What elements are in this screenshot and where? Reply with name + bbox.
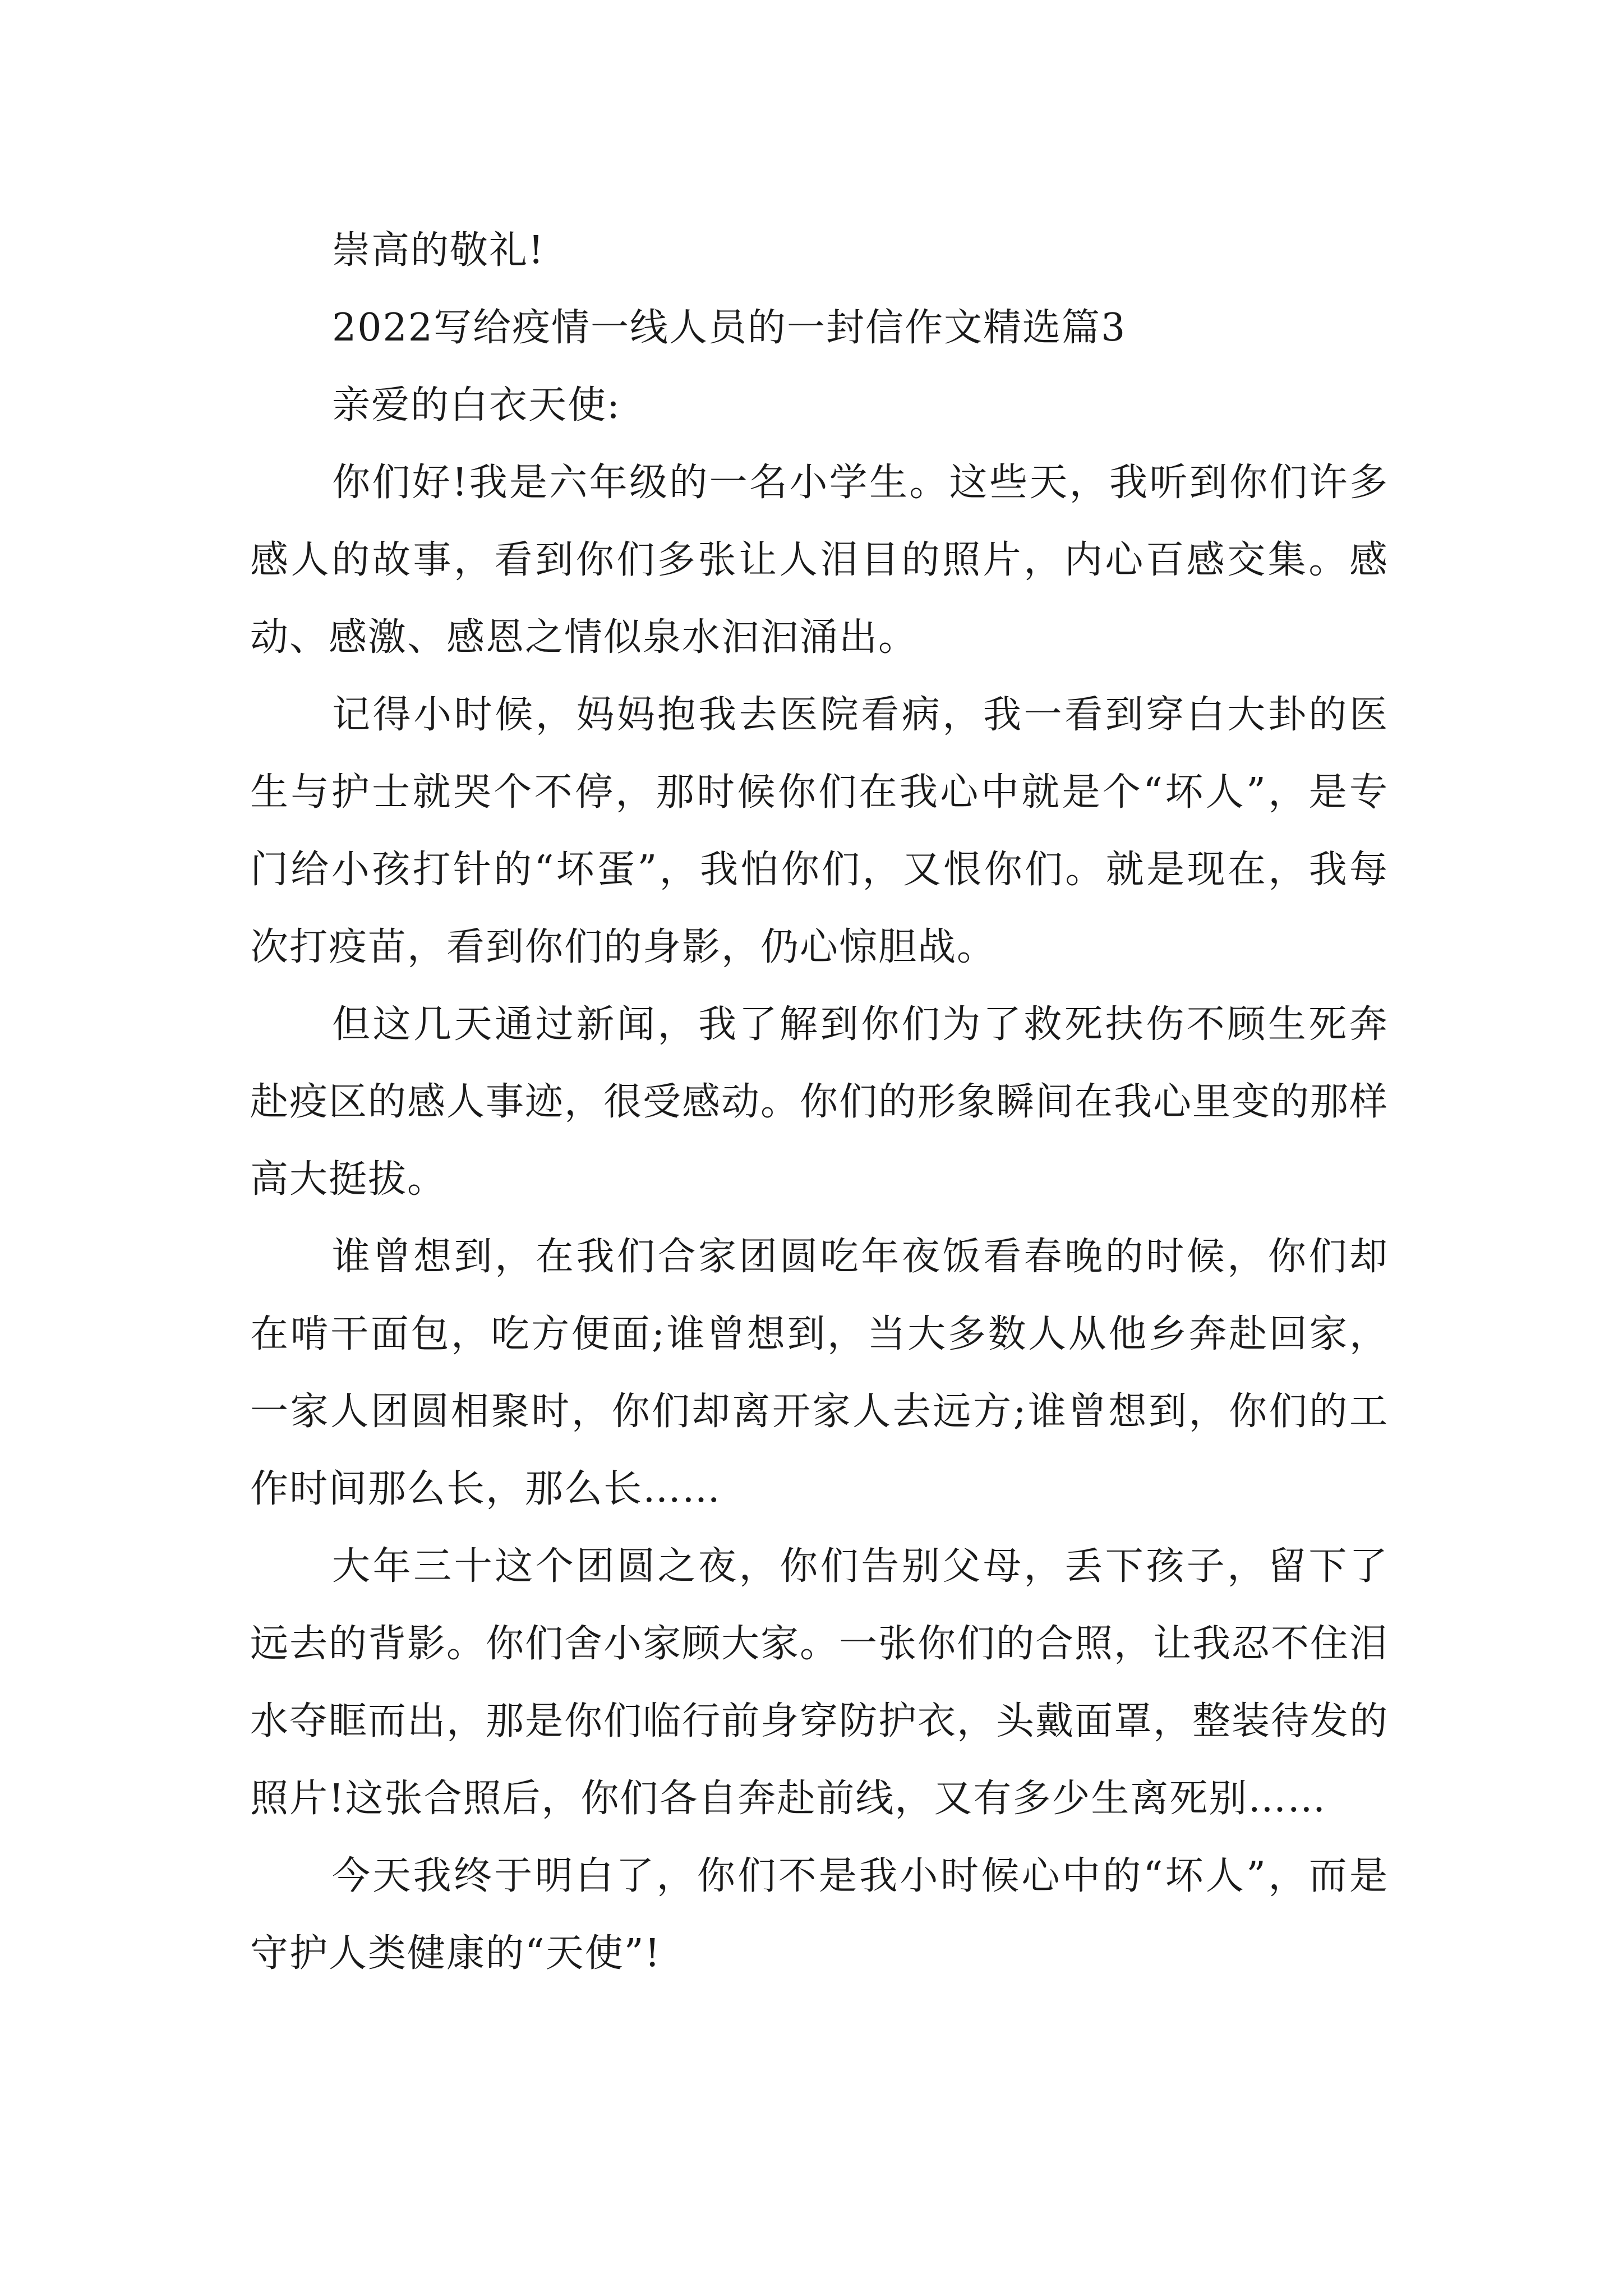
paragraph-childhood: 记得小时候，妈妈抱我去医院看病，我一看到穿白大卦的医生与护士就哭个不停，那时候你们在我心中就是个“坏人”，是专门给小孩打针的“坏蛋”，我怕你们，又恨你们。就是现在，我每次打疫苗，看到你们的身影，仍心惊胆战。 xyxy=(250,693,1389,969)
paragraph-new-year: 谁曾想到，在我们合家团圆吃年夜饭看春晚的时候，你们却在啃干面包，吃方便面;谁曾想到，当大多数人从他乡奔赴回家，一家人团圆相聚时，你们却离开家人去远方;谁曾想到，你们的工作时间那么长，那么长…… xyxy=(250,1235,1389,1511)
section-heading: 2022写给疫情一线人员的一封信作文精选篇3 xyxy=(332,306,1127,350)
greeting: 亲爱的白衣天使: xyxy=(332,383,621,427)
paragraph-farewell: 大年三十这个团圆之夜，你们告别父母，丢下孩子，留下了远去的背影。你们舍小家顾大家。一张你们的合照，让我忍不住泪水夺眶而出，那是你们临行前身穿防护衣，头戴面罩，整装待发的照片!这张合照后，你们各自奔赴前线，又有多少生离死别…… xyxy=(250,1544,1389,1821)
paragraph-conclusion: 今天我终于明白了，你们不是我小时候心中的“坏人”，而是守护人类健康的“天使”! xyxy=(250,1854,1389,1976)
paragraph-news: 但这几天通过新闻，我了解到你们为了救死扶伤不顾生死奔赴疫区的感人事迹，很受感动。你们的形象瞬间在我心里变的那样高大挺拔。 xyxy=(250,1002,1389,1202)
letter-body xyxy=(250,212,1389,1993)
closing-salutation: 崇高的敬礼! xyxy=(332,228,545,273)
paragraph-intro: 你们好!我是六年级的一名小学生。这些天，我听到你们许多感人的故事，看到你们多张让人泪目的照片，内心百感交集。感动、感激、感恩之情似泉水汩汩涌出。 xyxy=(250,461,1389,660)
